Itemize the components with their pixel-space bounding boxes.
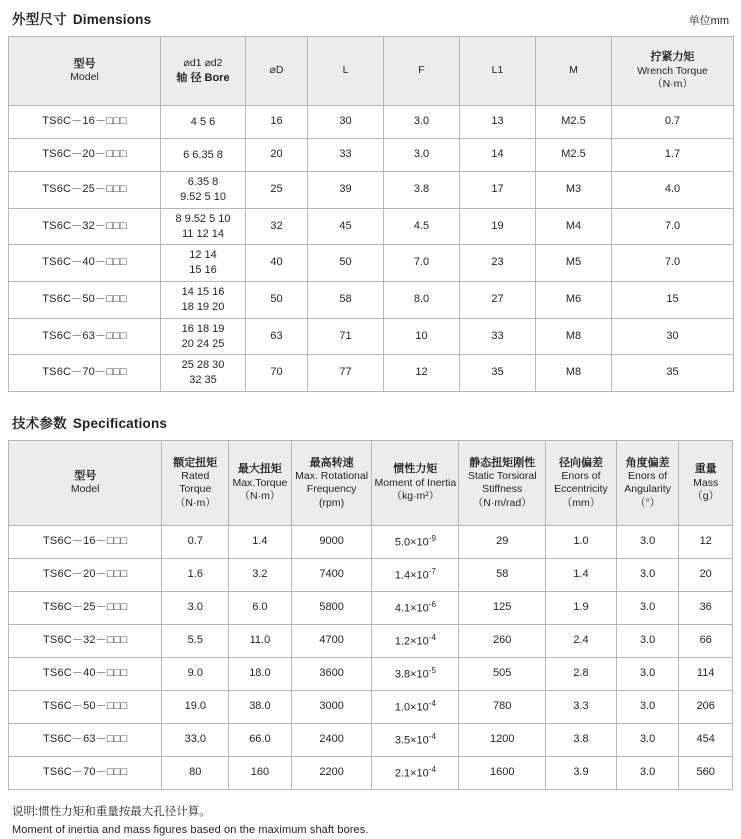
- specifications-cell-max-torque: 11.0: [229, 625, 292, 658]
- dimensions-cell-wrench-torque: 35: [612, 355, 734, 392]
- bore-line: 25 28 30: [181, 359, 225, 372]
- dimensions-cell-m: M8: [536, 355, 612, 392]
- specifications-cell-stiffness: 780: [459, 691, 546, 724]
- dimensions-cell-l1: 27: [460, 282, 536, 319]
- bore-line: 20 24 25: [181, 337, 225, 350]
- specifications-cell-eccentricity: 3.8: [546, 724, 617, 757]
- table-row: [9, 526, 733, 559]
- specifications-cell-angularity: 3.0: [616, 724, 679, 757]
- dimensions-cell-f: 3.0: [384, 106, 460, 139]
- specifications-cell-inertia: [372, 658, 459, 691]
- specifications-cell-max-rpm: 5800: [291, 592, 372, 625]
- table-row: [9, 658, 733, 691]
- dimensions-cell-bore: [161, 282, 246, 319]
- dimensions-cell-bore: [161, 208, 246, 245]
- specifications-cell-angularity: 3.0: [616, 625, 679, 658]
- inertia-base: 5.0×10: [394, 536, 429, 549]
- dimensions-cell-wrench-torque: 7.0: [612, 245, 734, 282]
- bore-line: 6.35 8: [187, 176, 219, 188]
- dimensions-cell-l1: 19: [460, 208, 536, 245]
- specifications-cell-rated-torque: 19.0: [162, 691, 229, 724]
- specifications-cell-rated-torque: 9.0: [162, 658, 229, 691]
- specifications-cell-angularity: 3.0: [616, 559, 679, 592]
- specifications-cell-rated-torque: 1.6: [162, 559, 229, 592]
- inertia-exponent: -5: [428, 665, 436, 675]
- table-row: [9, 318, 734, 355]
- specifications-cell-inertia: [372, 625, 459, 658]
- specifications-cell-stiffness: 58: [459, 559, 546, 592]
- specifications-section-header: [8, 412, 733, 432]
- dimensions-title: [12, 8, 151, 28]
- specifications-cell-inertia: [372, 691, 459, 724]
- specifications-cell-inertia: [372, 592, 459, 625]
- dimensions-col-d: ⌀D: [246, 37, 308, 106]
- specifications-header-row: [9, 441, 733, 526]
- specifications-cell-eccentricity: 1.0: [546, 526, 617, 559]
- dimensions-cell-wrench-torque: 15: [612, 282, 734, 319]
- dimensions-cell-l: 71: [308, 318, 384, 355]
- specifications-title: [12, 412, 167, 432]
- dimensions-cell-m: M8: [536, 318, 612, 355]
- dimensions-cell-l1: 23: [460, 245, 536, 282]
- inertia-exponent: -4: [428, 764, 436, 774]
- dimensions-cell-l1: 33: [460, 318, 536, 355]
- specifications-cell-model: TS6C－63－□□□: [9, 724, 162, 757]
- dimensions-col-wrench-torque: 拧紧力矩 Wrench Torque （N·m）: [612, 37, 734, 106]
- dimensions-cell-d: 70: [246, 355, 308, 392]
- dimensions-cell-l: 77: [308, 355, 384, 392]
- specifications-cell-mass: 206: [679, 691, 733, 724]
- dimensions-cell-l1: 13: [460, 106, 536, 139]
- inertia-exponent: -7: [428, 566, 436, 576]
- dimensions-cell-d: 20: [246, 139, 308, 172]
- bore-line: 18 19 20: [181, 300, 225, 313]
- specifications-cell-rated-torque: 80: [162, 757, 229, 790]
- table-row: [9, 245, 734, 282]
- table-row: [9, 592, 733, 625]
- dimensions-col-m: M: [536, 37, 612, 106]
- table-row: [9, 559, 733, 592]
- specifications-col-inertia: 惯性力矩 Moment of Inertia （kg·m²）: [372, 441, 459, 526]
- specifications-cell-eccentricity: 3.3: [546, 691, 617, 724]
- specifications-cell-model: TS6C－70－□□□: [9, 757, 162, 790]
- specifications-col-max-rpm: 最高转速 Max. Rotational Frequency (rpm): [291, 441, 372, 526]
- specifications-cell-eccentricity: 1.4: [546, 559, 617, 592]
- dimensions-cell-l: 50: [308, 245, 384, 282]
- bore-line: 8 9.52 5 10: [175, 212, 231, 225]
- specifications-cell-max-rpm: 7400: [291, 559, 372, 592]
- specifications-col-stiffness: 静态扭矩刚性 Static Torsioral Stiffness （N·m/rad）: [459, 441, 546, 526]
- inertia-base: 4.1×10: [394, 602, 429, 615]
- specifications-cell-stiffness: 29: [459, 526, 546, 559]
- specifications-table: [8, 440, 733, 790]
- specifications-col-max-torque: 最大扭矩 Max.Torque （N·m）: [229, 441, 292, 526]
- dimensions-title-cn: 外型尺寸: [12, 12, 67, 27]
- dimensions-col-l1: L1: [460, 37, 536, 106]
- specifications-cell-max-rpm: 2200: [291, 757, 372, 790]
- dimensions-cell-bore: [161, 245, 246, 282]
- specifications-cell-max-rpm: 3000: [291, 691, 372, 724]
- specifications-cell-rated-torque: 0.7: [162, 526, 229, 559]
- inertia-base: 3.8×10: [394, 668, 429, 681]
- inertia-exponent: -4: [428, 632, 436, 642]
- inertia-base: 1.0×10: [394, 701, 429, 714]
- dimensions-cell-l: 58: [308, 282, 384, 319]
- specifications-cell-inertia: [372, 757, 459, 790]
- specifications-cell-stiffness: 1600: [459, 757, 546, 790]
- specifications-cell-max-rpm: 4700: [291, 625, 372, 658]
- bore-line: 16 18 19: [181, 322, 225, 335]
- specifications-cell-max-torque: 38.0: [229, 691, 292, 724]
- inertia-exponent: -6: [428, 599, 436, 609]
- dimensions-cell-d: 63: [246, 318, 308, 355]
- dimensions-cell-l: 45: [308, 208, 384, 245]
- specifications-cell-model: TS6C－40－□□□: [9, 658, 162, 691]
- specifications-cell-inertia: [372, 559, 459, 592]
- specifications-table-body: [9, 526, 733, 790]
- table-row: [9, 139, 734, 172]
- dimensions-col-f: F: [384, 37, 460, 106]
- specifications-cell-inertia: [372, 526, 459, 559]
- specifications-cell-rated-torque: 5.5: [162, 625, 229, 658]
- inertia-base: 1.2×10: [394, 635, 429, 648]
- specifications-cell-angularity: 3.0: [616, 658, 679, 691]
- specifications-cell-mass: 560: [679, 757, 733, 790]
- inertia-base: 2.1×10: [394, 767, 429, 780]
- specifications-cell-stiffness: 260: [459, 625, 546, 658]
- dimensions-cell-f: 3.8: [384, 172, 460, 209]
- dimensions-cell-m: M5: [536, 245, 612, 282]
- table-row: [9, 208, 734, 245]
- dimensions-cell-bore: [161, 139, 246, 172]
- specifications-title-cn: 技术参数: [12, 416, 67, 432]
- dimensions-title-en: Dimensions: [72, 12, 152, 27]
- specifications-cell-max-rpm: 2400: [291, 724, 372, 757]
- inertia-exponent: -9: [428, 533, 436, 543]
- specifications-cell-max-rpm: 3600: [291, 658, 372, 691]
- dimensions-unit-note: 单位mm: [688, 15, 729, 27]
- dimensions-cell-bore: [161, 106, 246, 139]
- dimensions-cell-l1: 35: [460, 355, 536, 392]
- dimensions-header-row: [9, 37, 734, 106]
- specifications-cell-mass: 66: [679, 625, 733, 658]
- specifications-cell-max-torque: 6.0: [229, 592, 292, 625]
- table-row: [9, 691, 733, 724]
- table-row: [9, 106, 734, 139]
- specifications-col-rated-torque: 额定扭矩 Rated Torque （N·m）: [162, 441, 229, 526]
- dimensions-cell-model: TS6C－16－□□□: [9, 106, 161, 139]
- bore-line: 32 35: [189, 374, 217, 387]
- specifications-cell-model: TS6C－50－□□□: [9, 691, 162, 724]
- dimensions-cell-l: 33: [308, 139, 384, 172]
- dimensions-cell-m: M4: [536, 208, 612, 245]
- specifications-cell-stiffness: 505: [459, 658, 546, 691]
- dimensions-cell-wrench-torque: 4.0: [612, 172, 734, 209]
- specifications-cell-eccentricity: 3.9: [546, 757, 617, 790]
- specifications-title-en: Specifications: [72, 416, 168, 432]
- bore-line: 14 15 16: [181, 286, 225, 299]
- dimensions-cell-model: TS6C－32－□□□: [9, 208, 161, 245]
- dimensions-cell-model: TS6C－40－□□□: [9, 245, 161, 282]
- specifications-cell-model: TS6C－16－□□□: [9, 526, 162, 559]
- dimensions-cell-bore: [161, 318, 246, 355]
- table-row: [9, 282, 734, 319]
- dimensions-cell-model: TS6C－70－□□□: [9, 355, 161, 392]
- specifications-cell-model: TS6C－32－□□□: [9, 625, 162, 658]
- specifications-cell-inertia: [372, 724, 459, 757]
- dimensions-table: [8, 36, 734, 392]
- specifications-cell-model: TS6C－25－□□□: [9, 592, 162, 625]
- bore-line: 9.52 5 10: [180, 190, 226, 203]
- dimensions-cell-wrench-torque: 30: [612, 318, 734, 355]
- specifications-col-angularity: 角度偏差 Enors of Angularity （°）: [616, 441, 679, 526]
- table-row: [9, 757, 733, 790]
- dimensions-cell-f: 10: [384, 318, 460, 355]
- specifications-cell-angularity: 3.0: [616, 592, 679, 625]
- dimensions-table-body: [9, 106, 734, 392]
- dimensions-cell-model: TS6C－50－□□□: [9, 282, 161, 319]
- dimensions-cell-d: 25: [246, 172, 308, 209]
- inertia-exponent: -4: [428, 731, 436, 741]
- specifications-cell-angularity: 3.0: [616, 526, 679, 559]
- dimensions-cell-l: 39: [308, 172, 384, 209]
- table-row: [9, 172, 734, 209]
- dimensions-cell-m: M2.5: [536, 106, 612, 139]
- specifications-cell-max-torque: 1.4: [229, 526, 292, 559]
- dimensions-col-model: 型号 Model: [9, 37, 161, 106]
- dimensions-cell-bore: [161, 355, 246, 392]
- dimensions-cell-l1: 17: [460, 172, 536, 209]
- dimensions-cell-f: 4.5: [384, 208, 460, 245]
- dimensions-cell-m: M2.5: [536, 139, 612, 172]
- table-row: [9, 625, 733, 658]
- bore-line: 4 5 6: [190, 115, 216, 128]
- specifications-cell-eccentricity: 2.4: [546, 625, 617, 658]
- bore-line: 15 16: [189, 264, 217, 277]
- specifications-cell-rated-torque: 3.0: [162, 592, 229, 625]
- bore-line: 12 14: [189, 249, 217, 262]
- inertia-exponent: -4: [428, 698, 436, 708]
- specifications-cell-mass: 12: [679, 526, 733, 559]
- specifications-cell-max-torque: 160: [229, 757, 292, 790]
- footnote: [8, 804, 733, 839]
- specifications-cell-mass: 20: [679, 559, 733, 592]
- specifications-cell-model: TS6C－20－□□□: [9, 559, 162, 592]
- specifications-cell-max-torque: 66.0: [229, 724, 292, 757]
- dimensions-cell-wrench-torque: 0.7: [612, 106, 734, 139]
- specifications-cell-stiffness: 1200: [459, 724, 546, 757]
- specifications-cell-mass: 36: [679, 592, 733, 625]
- dimensions-cell-d: 16: [246, 106, 308, 139]
- specifications-col-eccentricity: 径向偏差 Enors of Eccentricity （mm）: [546, 441, 617, 526]
- dimensions-cell-f: 7.0: [384, 245, 460, 282]
- footnote-cn: 说明:惯性力矩和重量按最大孔径计算。: [12, 806, 211, 819]
- dimensions-cell-model: TS6C－20－□□□: [9, 139, 161, 172]
- inertia-base: 1.4×10: [394, 569, 429, 582]
- dimensions-col-l: L: [308, 37, 384, 106]
- dimensions-cell-m: M6: [536, 282, 612, 319]
- dimensions-cell-l: 30: [308, 106, 384, 139]
- bore-line: 6 6.35 8: [183, 148, 223, 161]
- dimensions-cell-d: 32: [246, 208, 308, 245]
- specifications-cell-stiffness: 125: [459, 592, 546, 625]
- dimensions-cell-wrench-torque: 1.7: [612, 139, 734, 172]
- dimensions-cell-d: 40: [246, 245, 308, 282]
- table-row: [9, 355, 734, 392]
- dimensions-cell-model: TS6C－25－□□□: [9, 172, 161, 209]
- dimensions-cell-d: 50: [246, 282, 308, 319]
- dimensions-cell-f: 8.0: [384, 282, 460, 319]
- dimensions-cell-f: 12: [384, 355, 460, 392]
- footnote-en: Moment of inertia and mass figures based on the maximum shaft bores.: [12, 823, 369, 836]
- specifications-cell-mass: 114: [679, 658, 733, 691]
- specifications-col-mass: 重量 Mass （g）: [679, 441, 733, 526]
- inertia-base: 3.5×10: [394, 734, 429, 747]
- dimensions-col-bore: ⌀d1 ⌀d2 轴 径 Bore: [161, 37, 246, 106]
- table-row: [9, 724, 733, 757]
- specifications-cell-eccentricity: 1.9: [546, 592, 617, 625]
- specifications-cell-rated-torque: 33.0: [162, 724, 229, 757]
- specifications-cell-angularity: 3.0: [616, 691, 679, 724]
- specifications-cell-eccentricity: 2.8: [546, 658, 617, 691]
- specifications-cell-max-rpm: 9000: [291, 526, 372, 559]
- dimensions-cell-model: TS6C－63－□□□: [9, 318, 161, 355]
- bore-line: 11 12 14: [181, 227, 224, 240]
- dimensions-cell-m: M3: [536, 172, 612, 209]
- dimensions-cell-l1: 14: [460, 139, 536, 172]
- dimensions-cell-bore: [161, 172, 246, 209]
- dimensions-cell-wrench-torque: 7.0: [612, 208, 734, 245]
- specifications-cell-mass: 454: [679, 724, 733, 757]
- dimensions-section-header: [8, 8, 733, 28]
- specifications-cell-angularity: 3.0: [616, 757, 679, 790]
- specifications-cell-max-torque: 18.0: [229, 658, 292, 691]
- specifications-col-model: 型号 Model: [9, 441, 162, 526]
- specifications-cell-max-torque: 3.2: [229, 559, 292, 592]
- dimensions-cell-f: 3.0: [384, 139, 460, 172]
